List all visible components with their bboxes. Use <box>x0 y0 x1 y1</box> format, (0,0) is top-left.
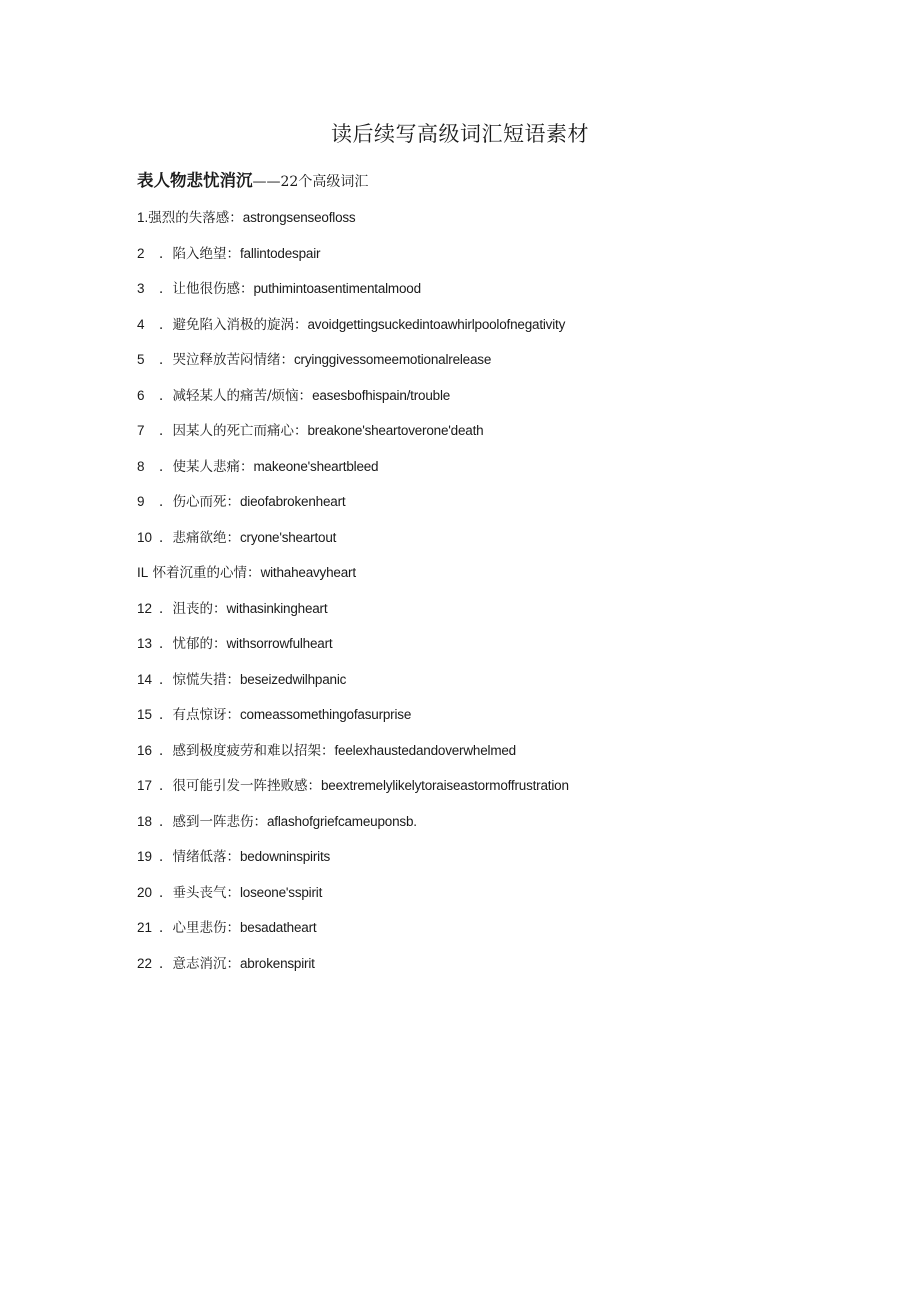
phrase-english: fallintodespair <box>240 245 321 261</box>
phrase-item <box>137 738 857 774</box>
phrase-english: besadatheart <box>240 920 317 935</box>
phrase-number: 19 <box>137 849 153 864</box>
phrase-number: 2 <box>137 245 145 261</box>
phrase-number: 12 <box>137 600 153 616</box>
section-heading <box>137 168 368 195</box>
phrase-english: abrokenspirit <box>240 955 315 971</box>
phrase-chinese: ．哭泣释放苦闷情绪： <box>159 352 294 368</box>
phrase-number: 14 <box>137 671 153 687</box>
phrase-item <box>137 347 857 383</box>
phrase-chinese: ．惊慌失措： <box>159 671 240 688</box>
phrase-chinese: ．陷入绝望： <box>159 245 240 262</box>
phrase-chinese: ．感到一阵悲伤： <box>159 813 267 830</box>
phrase-chinese: ．意志消沉： <box>159 955 240 972</box>
phrase-item <box>137 454 857 490</box>
phrase-chinese: ．忧郁的： <box>159 636 227 652</box>
phrase-english: loseone'sspirit <box>240 884 323 900</box>
phrase-chinese: ．很可能引发一阵挫败感： <box>159 778 321 794</box>
phrase-item <box>137 702 857 738</box>
phrase-english: astrongsenseofloss <box>242 210 356 225</box>
phrase-item <box>137 809 857 845</box>
phrase-english: breakone'sheartoverone'death <box>307 423 484 438</box>
phrase-number: 7 <box>137 423 145 438</box>
phrase-english: cryinggivessomeemotionalrelease <box>294 352 492 367</box>
phrase-number: 1. <box>137 210 149 225</box>
phrase-number: 10 <box>137 529 153 545</box>
phrase-chinese: ．心里悲伤： <box>159 920 240 936</box>
phrase-item <box>137 241 857 277</box>
phrase-chinese: ．减轻某人的痛苦/烦恼： <box>159 387 313 404</box>
phrase-chinese: ．垂头丧气： <box>159 884 240 901</box>
phrase-chinese: ．使某人悲痛： <box>159 458 254 475</box>
phrase-number: IL <box>137 565 149 580</box>
document-title: 读后续写高级词汇短语素材 <box>331 122 589 146</box>
phrase-chinese: ．悲痛欲绝： <box>159 529 240 546</box>
phrase-item <box>137 880 857 916</box>
phrase-number: 9 <box>137 494 145 509</box>
phrase-english: puthimintoasentimentalmood <box>253 281 421 296</box>
phrase-number: 18 <box>137 813 153 829</box>
phrase-number: 21 <box>137 920 153 935</box>
phrase-chinese: 强烈的失落感： <box>148 210 243 226</box>
phrase-chinese: ．沮丧的： <box>159 600 227 617</box>
phrase-item <box>137 312 857 348</box>
phrase-item <box>137 631 857 667</box>
section-heading-sub: ——22个高级词汇 <box>252 174 369 190</box>
phrase-item <box>137 844 857 880</box>
phrase-item <box>137 596 857 632</box>
phrase-item <box>137 205 857 241</box>
phrase-item <box>137 276 857 312</box>
phrase-chinese: ．有点惊讶： <box>159 707 240 723</box>
phrase-chinese: ．避免陷入消极的旋涡： <box>159 316 308 333</box>
phrase-item <box>137 915 857 951</box>
phrase-list <box>137 205 857 986</box>
phrase-number: 6 <box>137 387 145 403</box>
phrase-number: 4 <box>137 316 145 332</box>
phrase-number: 22 <box>137 955 153 971</box>
phrase-english: dieofabrokenheart <box>240 494 346 509</box>
phrase-number: 13 <box>137 636 153 651</box>
phrase-number: 3 <box>137 281 145 296</box>
phrase-number: 5 <box>137 352 145 367</box>
phrase-item <box>137 418 857 454</box>
phrase-item <box>137 560 857 596</box>
phrase-english: beextremelylikelytoraiseastormoffrustration <box>321 778 569 793</box>
phrase-chinese: ．因某人的死亡而痛心： <box>159 423 308 439</box>
phrase-english: withsorrowfulheart <box>226 636 333 651</box>
phrase-english: makeone'sheartbleed <box>253 458 379 474</box>
phrase-number: 20 <box>137 884 153 900</box>
section-heading-main: 表人物悲忧消沉 <box>137 171 253 190</box>
phrase-item <box>137 489 857 525</box>
phrase-item <box>137 951 857 987</box>
phrase-number: 17 <box>137 778 153 793</box>
phrase-english: feelexhaustedandoverwhelmed <box>334 742 516 758</box>
phrase-chinese: ．情绪低落： <box>159 849 240 865</box>
phrase-english: easesbofhispain/trouble <box>312 387 451 403</box>
phrase-english: beseizedwilhpanic <box>240 671 347 687</box>
phrase-english: withasinkingheart <box>226 600 328 616</box>
phrase-item <box>137 525 857 561</box>
phrase-english: bedowninspirits <box>240 849 331 864</box>
phrase-english: withaheavyheart <box>260 565 356 580</box>
phrase-item <box>137 667 857 703</box>
phrase-chinese: ．感到极度疲劳和难以招架： <box>159 742 335 759</box>
phrase-number: 8 <box>137 458 145 474</box>
phrase-number: 16 <box>137 742 153 758</box>
phrase-english: aflashofgriefcameuponsb. <box>267 813 417 829</box>
phrase-english: comeassomethingofasurprise <box>240 707 412 722</box>
phrase-chinese: ．让他很伤感： <box>159 281 254 297</box>
phrase-item <box>137 773 857 809</box>
phrase-chinese: 怀着沉重的心情： <box>152 565 261 581</box>
phrase-english: avoidgettingsuckedintoawhirlpoolofnegativity <box>307 316 566 332</box>
phrase-chinese: ．伤心而死： <box>159 494 240 510</box>
phrase-english: cryone'sheartout <box>240 529 337 545</box>
phrase-item <box>137 383 857 419</box>
phrase-number: 15 <box>137 707 153 722</box>
